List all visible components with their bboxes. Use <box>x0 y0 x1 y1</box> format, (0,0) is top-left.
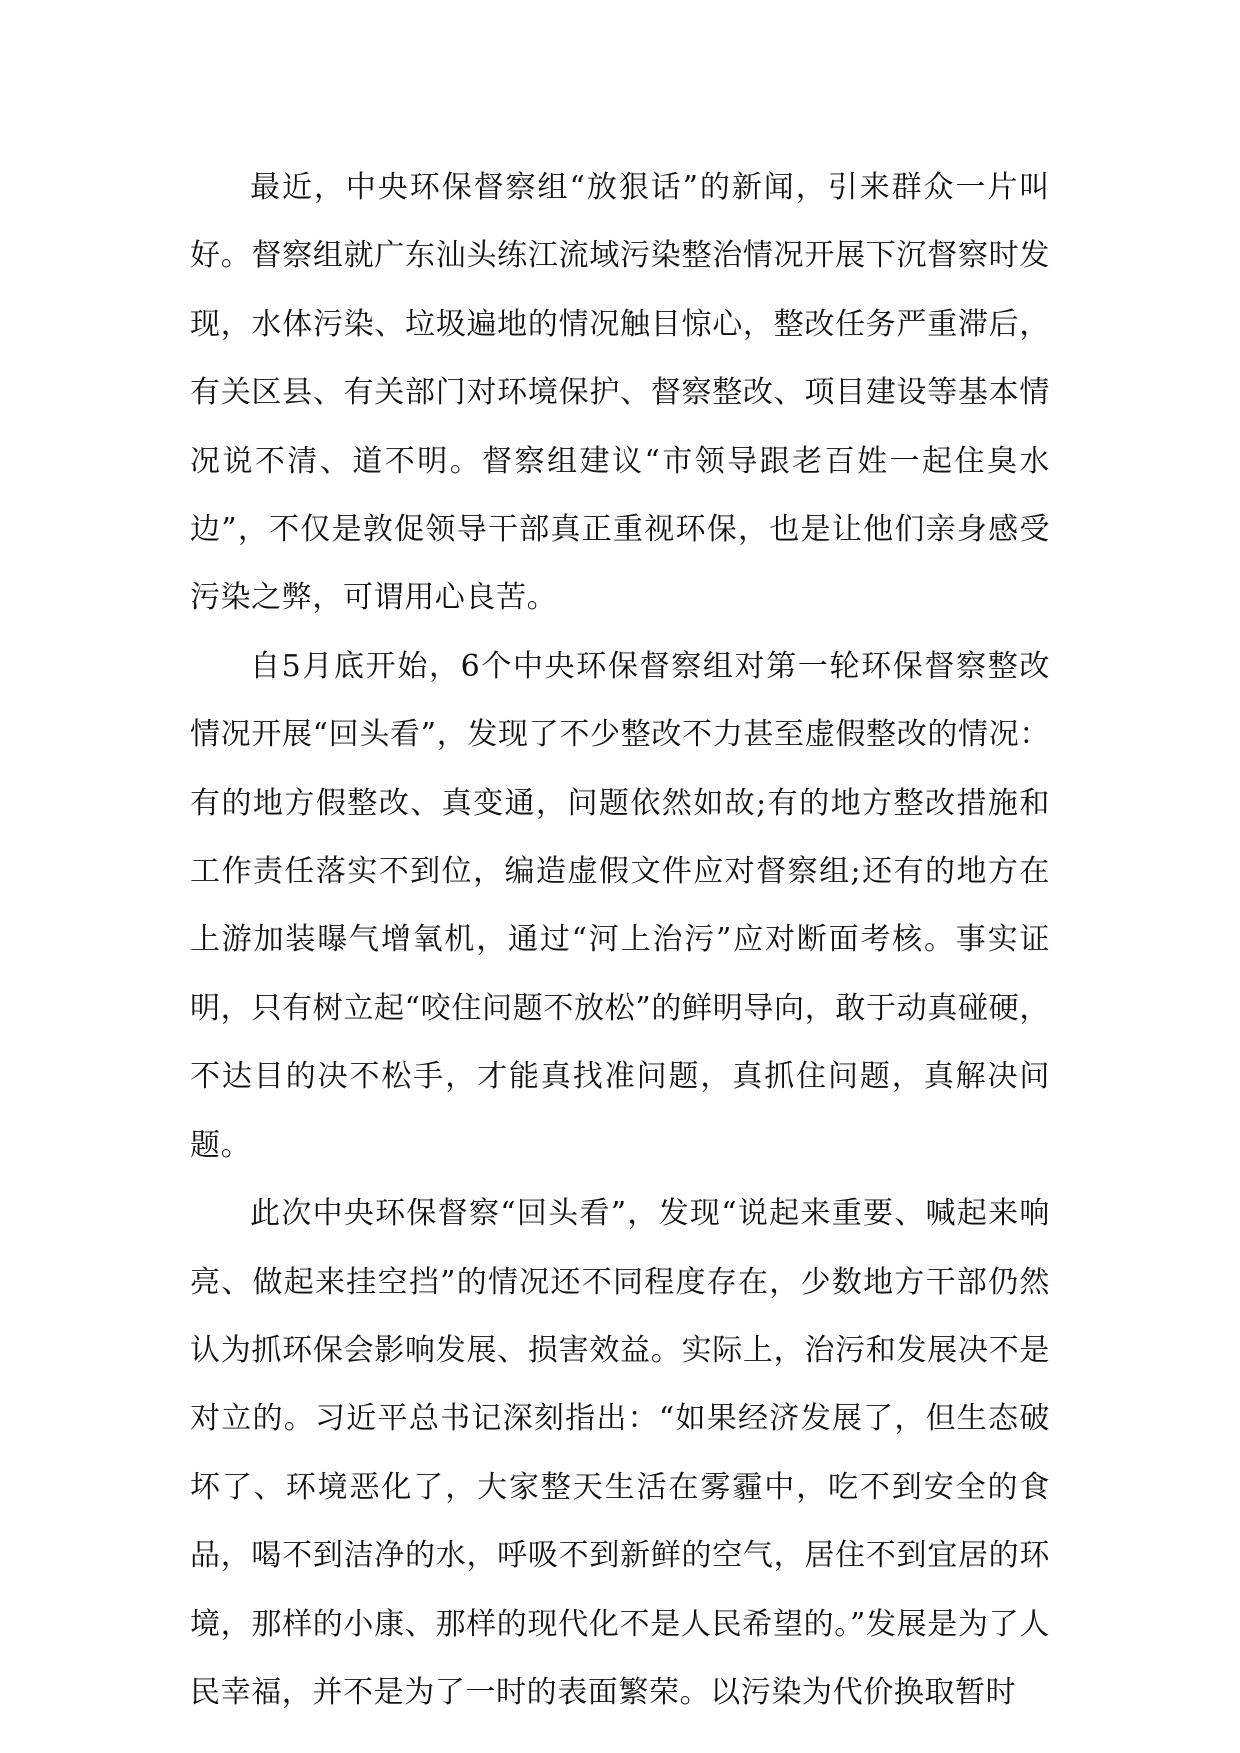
paragraph-3: 此次中央环保督察“回头看”，发现“说起来重要、喊起来响亮、做起来挂空挡”的情况还不同程度存在，少数地方干部仍然认为抓环保会影响发展、损害效益。实际上，治污和发展决不是对立的。习近平总书记深刻指出：“如果经济发展了，但生态破坏了、环境恶化了，大家整天生活在雾霾中，吃不到安全的食品，喝不到洁净的水，呼吸不到新鲜的空气，居住不到宜居的环境，那样的小康、那样的现代化不是人民希望的。”发展是为了人民幸福，并不是为了一时的表面繁荣。以污染为代价换取暂时 <box>190 1196 1050 1710</box>
document-body <box>190 154 1050 1727</box>
paragraph-1: 最近，中央环保督察组“放狠话”的新闻，引来群众一片叫好。督察组就广东汕头练江流域污染整治情况开展下沉督察时发现，水体污染、垃圾遍地的情况触目惊心，整改任务严重滞后，有关区县、有关部门对环境保护、督察整改、项目建设等基本情况说不清、道不明。督察组建议“市领导跟老百姓一起住臭水边”，不仅是敦促领导干部真正重视环保，也是让他们亲身感受污染之弊，可谓用心良苦。 <box>190 170 1050 616</box>
paragraph-2: 自5月底开始，6个中央环保督察组对第一轮环保督察整改情况开展“回头看”，发现了不少整改不力甚至虚假整改的情况：有的地方假整改、真变通，问题依然如故;有的地方整改措施和工作责任落实不到位，编造虚假文件应对督察组;还有的地方在上游加装曝气增氧机，通过“河上治污”应对断面考核。事实证明，只有树立起“咬住问题不放松”的鲜明导向，敢于动真碰硬，不达目的决不松手，才能真找准问题，真抓住问题，真解决问题。 <box>190 648 1050 1163</box>
